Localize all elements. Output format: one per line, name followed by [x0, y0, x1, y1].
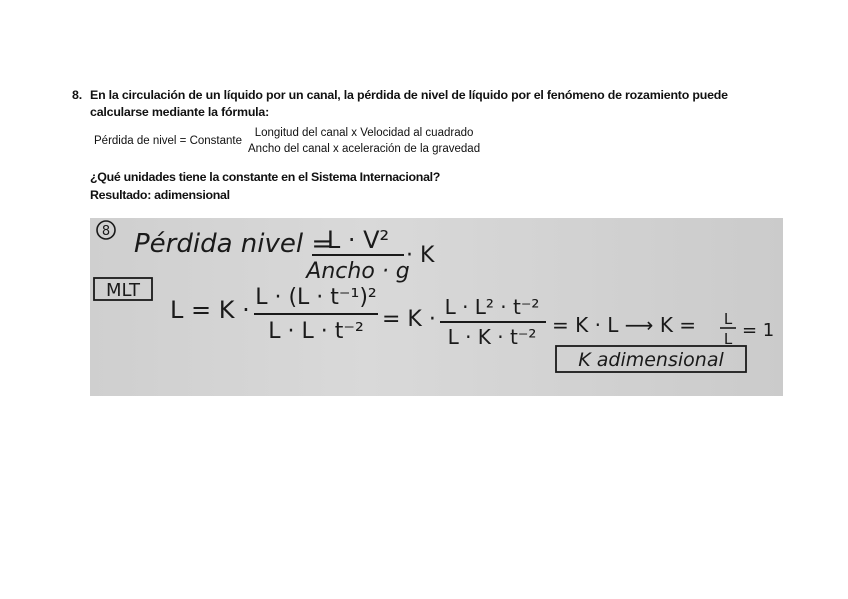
hw-line1-tail: · K — [406, 243, 435, 268]
hw-line1-lhs: Pérdida nivel = — [134, 229, 334, 259]
hw-line2-lhs: L = K · — [170, 296, 250, 324]
hw-line1-den: Ancho · g — [306, 259, 410, 284]
formula-lhs: Pérdida de nivel = Constante — [94, 135, 243, 147]
question-text: En la circulación de un líquido por un canal, la pérdida de nivel de líquido por el fenómeno de rozamiento puede calcularse mediante la fórmula: — [90, 88, 728, 119]
handwriting-svg — [90, 218, 783, 396]
hw-line2-mid: = K · — [382, 307, 436, 332]
formula-denominator: Ancho del canal x aceleración de la gravedad — [248, 143, 481, 155]
hw-line2-end: = 1 — [742, 320, 775, 341]
result-text: Resultado: adimensional — [90, 188, 230, 202]
handwritten-solution-photo — [90, 218, 783, 396]
hw-line2-tail: = K · L ⟶ K = — [552, 313, 697, 337]
hw-line2-num2: L · L² · t⁻² — [444, 295, 540, 319]
question-prompt-block — [90, 168, 440, 204]
hw-boxed-result: K adimensional — [578, 349, 724, 371]
hw-line2-num1: L · (L · t⁻¹)² — [255, 285, 377, 310]
hw-line2-den1: L · L · t⁻² — [268, 319, 364, 344]
item-number: 8 — [101, 224, 111, 239]
hw-frac-den: L — [723, 330, 733, 348]
question — [72, 87, 787, 121]
formula — [94, 127, 482, 155]
mlt-label: MLT — [105, 280, 141, 301]
hw-line1-num: L · V² — [326, 226, 390, 254]
question-number: 8. — [72, 88, 82, 102]
hw-line2-den2: L · K · t⁻² — [447, 325, 537, 349]
question-prompt: ¿Qué unidades tiene la constante en el Sistema Internacional? — [90, 170, 441, 184]
formula-numerator: Longitud del canal x Velocidad al cuadrado — [254, 127, 474, 139]
formula-fraction — [246, 127, 482, 155]
hw-frac-num: L — [723, 310, 733, 328]
